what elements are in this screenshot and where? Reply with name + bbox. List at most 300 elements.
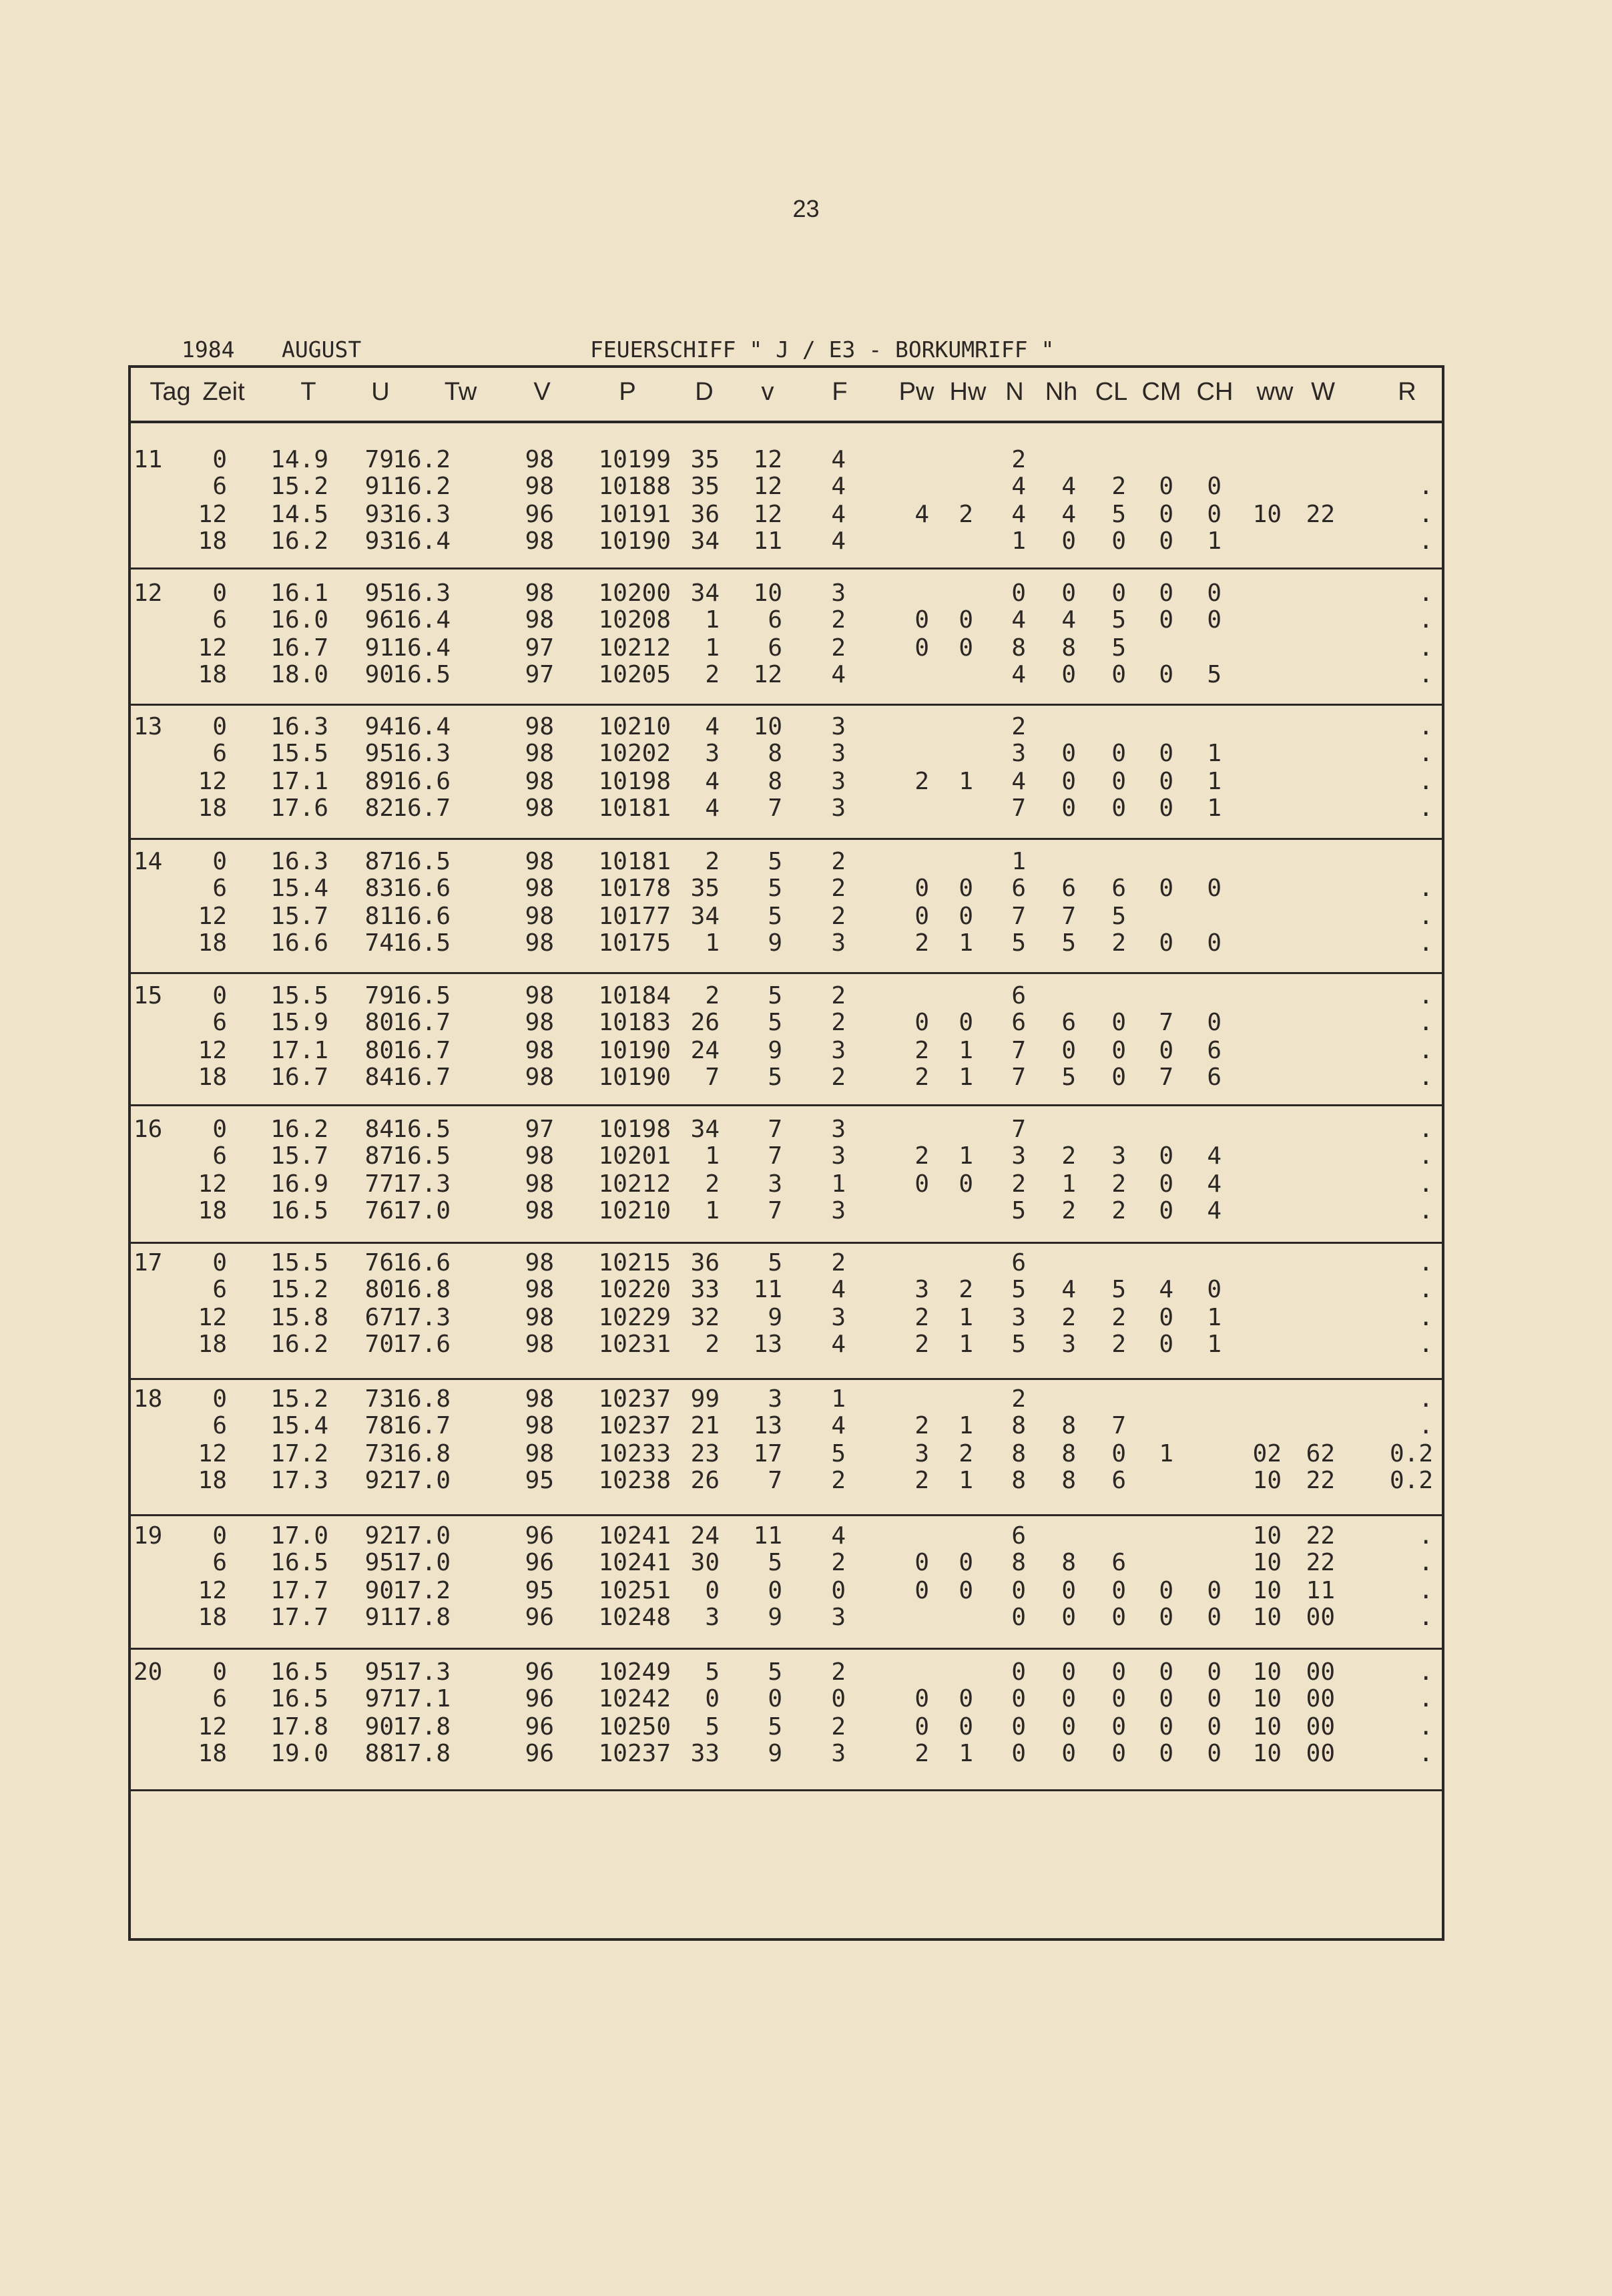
cell-tw: 17.0 <box>392 1467 451 1494</box>
cell-nh: 0 <box>1061 740 1076 767</box>
cell-p: 10181 <box>598 848 671 875</box>
cell-ch: 0 <box>1207 1740 1222 1767</box>
cell-u: 82 <box>364 794 394 822</box>
cell-zeit: 18 <box>198 1064 227 1091</box>
cell-p: 10200 <box>598 580 671 607</box>
cell-v-speed: 9 <box>768 1740 782 1767</box>
header-rule <box>128 421 1444 423</box>
cell-f: 4 <box>831 1412 846 1439</box>
cell-f: 3 <box>831 794 846 822</box>
cell-f: 1 <box>831 1385 846 1413</box>
cell-tw: 17.8 <box>392 1740 451 1767</box>
cell-f: 2 <box>831 1549 846 1576</box>
cell-cl: 5 <box>1111 1276 1126 1303</box>
column-header-cl: CL <box>1095 378 1128 406</box>
cell-w: 22 <box>1306 1522 1335 1550</box>
cell-ww: 10 <box>1252 1685 1282 1712</box>
cell-n: 1 <box>1011 848 1026 875</box>
cell-zeit: 12 <box>198 1713 227 1741</box>
cell-nh: 8 <box>1061 1467 1076 1494</box>
cell-v: 98 <box>525 1037 554 1064</box>
cell-ch: 0 <box>1207 1604 1222 1631</box>
cell-t: 16.9 <box>270 1170 328 1198</box>
cell-v-speed: 7 <box>768 1467 782 1494</box>
cell-v: 98 <box>525 929 554 957</box>
cell-cl: 0 <box>1111 1009 1126 1036</box>
cell-hw: 1 <box>959 768 973 795</box>
cell-v: 96 <box>525 501 554 528</box>
cell-d: 0 <box>705 1577 720 1604</box>
cell-d: 4 <box>705 713 720 740</box>
cell-hw: 0 <box>959 903 973 930</box>
cell-hw: 1 <box>959 1064 973 1091</box>
cell-n: 0 <box>1011 1685 1026 1712</box>
cell-nh: 2 <box>1061 1304 1076 1331</box>
cell-n: 8 <box>1011 1440 1026 1467</box>
heading-month: AUGUST <box>282 336 362 363</box>
cell-hw: 2 <box>959 501 973 528</box>
cell-u: 77 <box>364 1170 394 1198</box>
column-header-t: T <box>300 378 316 406</box>
cell-hw: 2 <box>959 1440 973 1467</box>
cell-n: 0 <box>1011 1604 1026 1631</box>
cell-t: 16.2 <box>270 1331 328 1358</box>
cell-v: 98 <box>525 1304 554 1331</box>
column-header-f: F <box>832 378 848 406</box>
cell-v: 98 <box>525 1385 554 1413</box>
cell-nh: 5 <box>1061 929 1076 957</box>
cell-d: 35 <box>690 473 720 500</box>
cell-p: 10198 <box>598 768 671 795</box>
cell-v-speed: 9 <box>768 1037 782 1064</box>
heading-year: 1984 <box>182 336 235 363</box>
cell-tw: 16.7 <box>392 1064 451 1091</box>
cell-zeit: 0 <box>212 713 227 740</box>
cell-pw: 0 <box>914 1549 929 1576</box>
cell-w: 00 <box>1306 1685 1335 1712</box>
cell-d: 4 <box>705 794 720 822</box>
cell-u: 74 <box>364 929 394 957</box>
cell-d: 5 <box>705 1713 720 1741</box>
cell-d: 34 <box>690 1116 720 1143</box>
cell-pw: 2 <box>914 1142 929 1170</box>
cell-p: 10177 <box>598 903 671 930</box>
cell-v-speed: 5 <box>768 1549 782 1576</box>
cell-zeit: 6 <box>212 1549 227 1576</box>
cell-nh: 5 <box>1061 1064 1076 1091</box>
cell-t: 16.5 <box>270 1658 328 1686</box>
cell-d: 2 <box>705 1170 720 1198</box>
cell-f: 3 <box>831 1116 846 1143</box>
cell-u: 90 <box>364 661 394 688</box>
cell-ch: 0 <box>1207 1577 1222 1604</box>
page-number: 23 <box>792 195 820 222</box>
cell-hw: 1 <box>959 1412 973 1439</box>
cell-zeit: 18 <box>198 661 227 688</box>
cell-zeit: 0 <box>212 1116 227 1143</box>
cell-n: 5 <box>1011 1276 1026 1303</box>
cell-t: 15.7 <box>270 903 328 930</box>
cell-f: 3 <box>831 1142 846 1170</box>
cell-p: 10237 <box>598 1740 671 1767</box>
cell-t: 16.2 <box>270 1116 328 1143</box>
day-separator <box>128 1648 1444 1650</box>
cell-nh: 3 <box>1061 1331 1076 1358</box>
cell-tw: 17.2 <box>392 1577 451 1604</box>
cell-u: 95 <box>364 1549 394 1576</box>
cell-nh: 0 <box>1061 1685 1076 1712</box>
cell-v: 98 <box>525 446 554 473</box>
cell-nh: 0 <box>1061 1037 1076 1064</box>
cell-hw: 1 <box>959 1037 973 1064</box>
cell-d: 1 <box>705 1142 720 1170</box>
cell-tw: 16.5 <box>392 848 451 875</box>
cell-f: 3 <box>831 1304 846 1331</box>
cell-zeit: 12 <box>198 501 227 528</box>
cell-p: 10188 <box>598 473 671 500</box>
cell-v-speed: 12 <box>753 473 782 500</box>
cell-v: 98 <box>525 1331 554 1358</box>
cell-d: 26 <box>690 1009 720 1036</box>
cell-u: 87 <box>364 848 394 875</box>
cell-r: . <box>1418 875 1433 902</box>
cell-v-speed: 7 <box>768 1142 782 1170</box>
cell-w: 22 <box>1306 501 1335 528</box>
cell-r: . <box>1418 1331 1433 1358</box>
cell-p: 10183 <box>598 1009 671 1036</box>
cell-d: 2 <box>705 1331 720 1358</box>
cell-n: 2 <box>1011 1170 1026 1198</box>
cell-f: 2 <box>831 606 846 634</box>
cell-cm: 0 <box>1159 1197 1173 1224</box>
cell-v-speed: 8 <box>768 740 782 767</box>
cell-n: 6 <box>1011 982 1026 1009</box>
cell-n: 0 <box>1011 580 1026 607</box>
day-separator <box>128 704 1444 706</box>
cell-n: 6 <box>1011 1249 1026 1277</box>
cell-zeit: 6 <box>212 1412 227 1439</box>
cell-cm: 7 <box>1159 1009 1173 1036</box>
cell-tw: 16.4 <box>392 634 451 662</box>
cell-t: 16.5 <box>270 1549 328 1576</box>
cell-ch: 5 <box>1207 661 1222 688</box>
cell-t: 15.5 <box>270 982 328 1009</box>
cell-ch: 1 <box>1207 1331 1222 1358</box>
cell-u: 90 <box>364 1577 394 1604</box>
cell-cm: 4 <box>1159 1276 1173 1303</box>
cell-v: 98 <box>525 1412 554 1439</box>
cell-nh: 4 <box>1061 1276 1076 1303</box>
cell-ww: 10 <box>1252 1522 1282 1550</box>
cell-v-speed: 5 <box>768 848 782 875</box>
cell-t: 15.4 <box>270 875 328 902</box>
cell-u: 84 <box>364 1116 394 1143</box>
column-header-ww: ww <box>1256 378 1294 406</box>
cell-p: 10229 <box>598 1304 671 1331</box>
cell-nh: 0 <box>1061 527 1076 555</box>
cell-tw: 16.8 <box>392 1385 451 1413</box>
cell-p: 10190 <box>598 1064 671 1091</box>
cell-cm: 0 <box>1159 1685 1173 1712</box>
cell-tw: 16.4 <box>392 527 451 555</box>
cell-tw: 17.3 <box>392 1658 451 1686</box>
cell-ch: 4 <box>1207 1142 1222 1170</box>
cell-r: . <box>1418 1116 1433 1143</box>
cell-v-speed: 5 <box>768 982 782 1009</box>
cell-t: 14.5 <box>270 501 328 528</box>
cell-v-speed: 11 <box>753 527 782 555</box>
cell-ww: 10 <box>1252 1577 1282 1604</box>
cell-p: 10190 <box>598 1037 671 1064</box>
cell-ch: 0 <box>1207 501 1222 528</box>
cell-u: 67 <box>364 1304 394 1331</box>
cell-r: . <box>1418 740 1433 767</box>
cell-ch: 4 <box>1207 1170 1222 1198</box>
cell-d: 2 <box>705 848 720 875</box>
cell-r: . <box>1418 982 1433 1009</box>
cell-zeit: 18 <box>198 1604 227 1631</box>
cell-zeit: 18 <box>198 1467 227 1494</box>
cell-cl: 3 <box>1111 1142 1126 1170</box>
cell-n: 0 <box>1011 1740 1026 1767</box>
cell-v-speed: 5 <box>768 875 782 902</box>
cell-v: 98 <box>525 606 554 634</box>
cell-nh: 6 <box>1061 1009 1076 1036</box>
cell-tw: 17.8 <box>392 1604 451 1631</box>
cell-zeit: 12 <box>198 903 227 930</box>
cell-ch: 0 <box>1207 580 1222 607</box>
cell-n: 4 <box>1011 661 1026 688</box>
cell-ch: 0 <box>1207 473 1222 500</box>
cell-v: 98 <box>525 982 554 1009</box>
cell-d: 30 <box>690 1549 720 1576</box>
cell-nh: 8 <box>1061 1412 1076 1439</box>
cell-n: 2 <box>1011 713 1026 740</box>
cell-v: 98 <box>525 768 554 795</box>
cell-f: 2 <box>831 848 846 875</box>
cell-f: 3 <box>831 1037 846 1064</box>
cell-u: 95 <box>364 1658 394 1686</box>
day-separator <box>128 838 1444 840</box>
cell-r: . <box>1418 1037 1433 1064</box>
cell-f: 4 <box>831 501 846 528</box>
cell-n: 8 <box>1011 1549 1026 1576</box>
cell-cl: 2 <box>1111 1170 1126 1198</box>
cell-pw: 0 <box>914 903 929 930</box>
cell-nh: 0 <box>1061 1604 1076 1631</box>
cell-tw: 17.0 <box>392 1197 451 1224</box>
cell-v: 98 <box>525 794 554 822</box>
cell-u: 91 <box>364 634 394 662</box>
cell-v: 98 <box>525 1170 554 1198</box>
cell-w: 00 <box>1306 1740 1335 1767</box>
cell-nh: 0 <box>1061 794 1076 822</box>
cell-v-speed: 9 <box>768 1604 782 1631</box>
cell-hw: 1 <box>959 1331 973 1358</box>
cell-tw: 16.3 <box>392 740 451 767</box>
cell-t: 16.2 <box>270 527 328 555</box>
cell-cm: 7 <box>1159 1064 1173 1091</box>
cell-f: 2 <box>831 982 846 1009</box>
cell-cm: 0 <box>1159 1304 1173 1331</box>
cell-pw: 0 <box>914 1577 929 1604</box>
day-label: 13 <box>133 713 163 740</box>
cell-cl: 0 <box>1111 1685 1126 1712</box>
cell-r: . <box>1418 1009 1433 1036</box>
cell-f: 3 <box>831 768 846 795</box>
cell-r: . <box>1418 1740 1433 1767</box>
cell-u: 90 <box>364 1713 394 1741</box>
cell-pw: 0 <box>914 875 929 902</box>
cell-u: 92 <box>364 1467 394 1494</box>
cell-pw: 0 <box>914 1009 929 1036</box>
cell-d: 34 <box>690 903 720 930</box>
cell-hw: 0 <box>959 1009 973 1036</box>
cell-ch: 1 <box>1207 527 1222 555</box>
cell-d: 26 <box>690 1467 720 1494</box>
cell-tw: 16.2 <box>392 473 451 500</box>
cell-u: 92 <box>364 1522 394 1550</box>
column-header-tag: Tag <box>150 378 191 406</box>
cell-tw: 16.5 <box>392 929 451 957</box>
cell-cl: 0 <box>1111 1658 1126 1686</box>
cell-f: 4 <box>831 661 846 688</box>
cell-d: 35 <box>690 446 720 473</box>
cell-t: 15.4 <box>270 1412 328 1439</box>
cell-ch: 0 <box>1207 606 1222 634</box>
cell-v: 98 <box>525 875 554 902</box>
cell-pw: 0 <box>914 1713 929 1741</box>
cell-u: 80 <box>364 1009 394 1036</box>
cell-w: 11 <box>1306 1577 1335 1604</box>
cell-p: 10199 <box>598 446 671 473</box>
cell-t: 17.0 <box>270 1522 328 1550</box>
cell-cl: 5 <box>1111 634 1126 662</box>
cell-f: 3 <box>831 580 846 607</box>
cell-ch: 0 <box>1207 929 1222 957</box>
cell-tw: 17.3 <box>392 1170 451 1198</box>
cell-t: 17.6 <box>270 794 328 822</box>
cell-r: . <box>1418 768 1433 795</box>
day-label: 17 <box>133 1249 163 1277</box>
cell-pw: 3 <box>914 1276 929 1303</box>
cell-n: 6 <box>1011 875 1026 902</box>
cell-u: 81 <box>364 903 394 930</box>
cell-u: 76 <box>364 1197 394 1224</box>
cell-cl: 2 <box>1111 1304 1126 1331</box>
cell-v-speed: 11 <box>753 1276 782 1303</box>
cell-cm: 0 <box>1159 740 1173 767</box>
cell-d: 0 <box>705 1685 720 1712</box>
cell-zeit: 12 <box>198 1304 227 1331</box>
cell-d: 36 <box>690 1249 720 1277</box>
cell-cl: 0 <box>1111 1740 1126 1767</box>
cell-u: 70 <box>364 1331 394 1358</box>
cell-u: 83 <box>364 875 394 902</box>
cell-cl: 0 <box>1111 768 1126 795</box>
cell-zeit: 0 <box>212 982 227 1009</box>
cell-n: 8 <box>1011 1412 1026 1439</box>
cell-ww: 10 <box>1252 1549 1282 1576</box>
cell-v: 98 <box>525 1142 554 1170</box>
cell-nh: 0 <box>1061 768 1076 795</box>
cell-hw: 1 <box>959 1142 973 1170</box>
cell-u: 96 <box>364 606 394 634</box>
cell-nh: 0 <box>1061 1740 1076 1767</box>
cell-r: . <box>1418 1276 1433 1303</box>
cell-n: 4 <box>1011 473 1026 500</box>
cell-v-speed: 5 <box>768 903 782 930</box>
cell-t: 17.8 <box>270 1713 328 1741</box>
cell-zeit: 6 <box>212 1276 227 1303</box>
cell-cl: 5 <box>1111 501 1126 528</box>
cell-t: 15.5 <box>270 1249 328 1277</box>
cell-pw: 2 <box>914 1064 929 1091</box>
cell-n: 4 <box>1011 501 1026 528</box>
cell-zeit: 6 <box>212 473 227 500</box>
cell-zeit: 6 <box>212 606 227 634</box>
cell-v: 98 <box>525 527 554 555</box>
cell-v: 98 <box>525 1009 554 1036</box>
cell-d: 34 <box>690 580 720 607</box>
cell-p: 10220 <box>598 1276 671 1303</box>
cell-tw: 16.3 <box>392 580 451 607</box>
cell-zeit: 6 <box>212 875 227 902</box>
cell-r: . <box>1418 606 1433 634</box>
cell-f: 1 <box>831 1170 846 1198</box>
column-header-d: D <box>695 378 714 406</box>
cell-pw: 2 <box>914 1412 929 1439</box>
cell-tw: 16.7 <box>392 1009 451 1036</box>
cell-v: 98 <box>525 580 554 607</box>
cell-t: 16.6 <box>270 929 328 957</box>
cell-t: 16.7 <box>270 1064 328 1091</box>
column-header-pw: Pw <box>898 378 934 406</box>
day-separator <box>128 567 1444 569</box>
cell-n: 5 <box>1011 929 1026 957</box>
cell-r: . <box>1418 1549 1433 1576</box>
cell-cm: 0 <box>1159 1740 1173 1767</box>
cell-v-speed: 6 <box>768 606 782 634</box>
cell-ch: 0 <box>1207 1713 1222 1741</box>
day-separator <box>128 1789 1444 1791</box>
cell-n: 7 <box>1011 1064 1026 1091</box>
cell-r: . <box>1418 1385 1433 1413</box>
cell-zeit: 18 <box>198 929 227 957</box>
cell-cl: 2 <box>1111 1197 1126 1224</box>
cell-w: 62 <box>1306 1440 1335 1467</box>
cell-d: 1 <box>705 606 720 634</box>
cell-cm: 0 <box>1159 1604 1173 1631</box>
cell-hw: 0 <box>959 1577 973 1604</box>
cell-cm: 0 <box>1159 1142 1173 1170</box>
cell-r: . <box>1418 661 1433 688</box>
cell-r: . <box>1418 929 1433 957</box>
cell-v: 98 <box>525 1064 554 1091</box>
cell-d: 24 <box>690 1037 720 1064</box>
cell-ch: 4 <box>1207 1197 1222 1224</box>
cell-r: . <box>1418 1304 1433 1331</box>
cell-d: 2 <box>705 661 720 688</box>
cell-zeit: 6 <box>212 1009 227 1036</box>
cell-cm: 0 <box>1159 1713 1173 1741</box>
cell-ch: 0 <box>1207 875 1222 902</box>
cell-u: 95 <box>364 580 394 607</box>
column-header-ch: CH <box>1196 378 1234 406</box>
cell-zeit: 12 <box>198 768 227 795</box>
cell-n: 0 <box>1011 1577 1026 1604</box>
cell-n: 4 <box>1011 768 1026 795</box>
